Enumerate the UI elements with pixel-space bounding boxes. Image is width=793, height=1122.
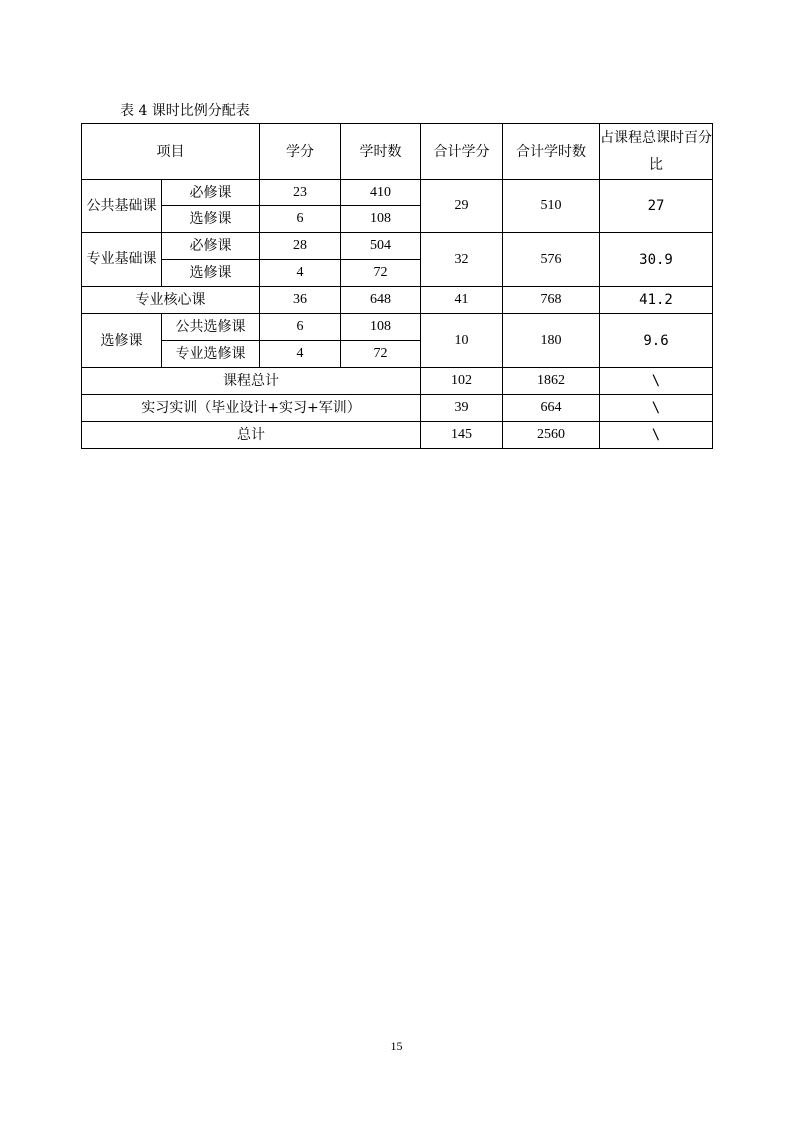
cell-percent: \	[600, 395, 713, 422]
header-hours: 学时数	[341, 124, 421, 180]
internship-label: 实习实训（毕业设计+实习+军训）	[82, 395, 421, 422]
cell-total-credits: 32	[421, 233, 503, 287]
cell-hours: 648	[341, 287, 421, 314]
cell-percent: 41.2	[600, 287, 713, 314]
group-name-major-basic: 专业基础课	[82, 233, 162, 287]
page-number: 15	[390, 1039, 403, 1053]
cell-total-hours: 2560	[503, 422, 600, 449]
row-label: 必修课	[162, 233, 260, 260]
header-total-credits: 合计学分	[421, 124, 503, 180]
cell-total-credits: 41	[421, 287, 503, 314]
cell-credits: 4	[260, 260, 341, 287]
cell-total-credits: 29	[421, 180, 503, 233]
cell-percent: 30.9	[600, 233, 713, 287]
header-row	[82, 124, 713, 180]
header-percent: 占课程总课时百分比	[600, 124, 713, 180]
cell-total-hours: 510	[503, 180, 600, 233]
grand-total-label: 总计	[82, 422, 421, 449]
cell-total-hours: 180	[503, 314, 600, 368]
cell-total-credits: 10	[421, 314, 503, 368]
cell-total-hours: 1862	[503, 368, 600, 395]
cell-credits: 28	[260, 233, 341, 260]
cell-percent: 9.6	[600, 314, 713, 368]
cell-percent: 27	[600, 180, 713, 233]
header-credits: 学分	[260, 124, 341, 180]
cell-hours: 410	[341, 180, 421, 206]
hours-ratio-table	[81, 123, 713, 449]
row-label: 选修课	[162, 260, 260, 287]
group-name-major-core: 专业核心课	[82, 287, 260, 314]
row-label: 公共选修课	[162, 314, 260, 341]
cell-total-hours: 664	[503, 395, 600, 422]
cell-credits: 6	[260, 206, 341, 233]
table-row	[82, 368, 713, 395]
table-row	[82, 422, 713, 449]
cell-credits: 23	[260, 180, 341, 206]
header-total-hours: 合计学时数	[503, 124, 600, 180]
cell-credits: 36	[260, 287, 341, 314]
table-row	[82, 233, 713, 260]
table-caption: 表 4 课时比例分配表	[120, 103, 250, 119]
cell-hours: 504	[341, 233, 421, 260]
header-item: 项目	[82, 124, 260, 180]
cell-hours: 108	[341, 314, 421, 341]
group-name-public-basic: 公共基础课	[82, 180, 162, 233]
cell-hours: 108	[341, 206, 421, 233]
cell-total-credits: 145	[421, 422, 503, 449]
row-label: 必修课	[162, 180, 260, 206]
cell-total-credits: 39	[421, 395, 503, 422]
row-label: 专业选修课	[162, 341, 260, 368]
group-name-electives: 选修课	[82, 314, 162, 368]
cell-percent: \	[600, 368, 713, 395]
cell-percent: \	[600, 422, 713, 449]
table-row	[82, 180, 713, 206]
row-label: 选修课	[162, 206, 260, 233]
course-total-label: 课程总计	[82, 368, 421, 395]
cell-credits: 4	[260, 341, 341, 368]
table-row	[82, 287, 713, 314]
cell-total-hours: 768	[503, 287, 600, 314]
cell-total-hours: 576	[503, 233, 600, 287]
cell-credits: 6	[260, 314, 341, 341]
cell-hours: 72	[341, 260, 421, 287]
table-row	[82, 395, 713, 422]
cell-hours: 72	[341, 341, 421, 368]
table-row	[82, 314, 713, 341]
cell-total-credits: 102	[421, 368, 503, 395]
